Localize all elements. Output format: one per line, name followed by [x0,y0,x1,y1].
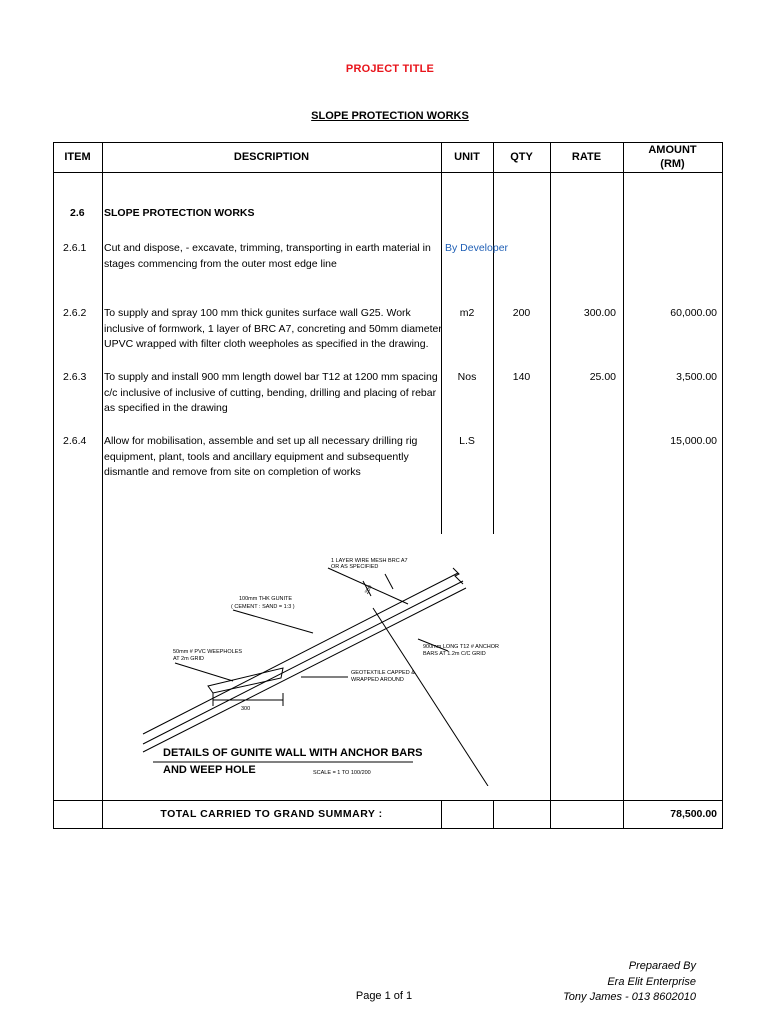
header-rate: RATE [571,151,602,163]
label-anchor-2: BARS AT 1.2m C/C GRID [423,651,486,657]
label-gunite-1: 100mm THK GUNITE [239,596,293,602]
label-weep-2: AT 2m GRID [173,656,204,662]
label-weep-1: 50mm # PVC WEEPHOLES [173,649,243,655]
header-qty: QTY [510,151,533,163]
row-item: 2.6.1 [63,242,87,254]
label-300: 300 [241,706,251,712]
project-title: PROJECT TITLE [345,63,435,75]
leader-line [175,663,233,681]
row-description: To supply and install 900 mm length dowel bar T12 at 1200 mm spacing c/c inclusive of inclusive of cutting, bending, drilling and placing of rebar as specified in the drawing [104,371,438,414]
slope-line [143,581,463,744]
row-unit: L.S [459,435,475,447]
row-qty: 140 [512,371,531,383]
header-amount-line1: AMOUNT [648,144,697,156]
section-title: SLOPE PROTECTION WORKS [311,110,469,122]
col-border [493,142,494,534]
col-border [722,142,723,829]
row-unit: By Developer [445,242,509,254]
prepared-by-contact: Tony James - 013 8602010 [563,991,696,1003]
header-description: DESCRIPTION [233,151,310,163]
prepared-by-company: Era Elit Enterprise [607,975,696,988]
row-unit: m2 [459,307,475,319]
col-border [53,142,54,829]
section-description: SLOPE PROTECTION WORKS [104,207,255,219]
label-geotextile-2: WRAPPED AROUND [351,677,404,683]
page-number: Page 1 of 1 [355,990,413,1002]
label-200: 200 [364,584,374,596]
col-border [102,142,103,829]
boq-table [53,142,723,829]
row-unit: Nos [457,371,477,383]
col-border [441,800,442,829]
row-item: 2.6.4 [63,435,87,447]
row-rate: 25.00 [589,371,616,383]
label-mesh-2: OR AS SPECIFIED [331,564,379,570]
row-amount: 3,500.00 [676,371,717,383]
row-item: 2.6.2 [63,307,87,319]
row-description: Allow for mobilisation, assemble and set up all necessary drilling rig equipment, plant, tools and ancillary equipment and subsequently dismantle and remove from site on completion of works [104,435,418,478]
section-item: 2.6 [70,207,85,219]
col-border [623,142,624,829]
total-label: TOTAL CARRIED TO GRAND SUMMARY : [160,808,383,820]
weephole-pipe [208,668,283,693]
label-gunite-2: ( CEMENT : SAND = 1:3 ) [231,604,295,610]
header-amount [623,143,722,171]
label-geotextile-1: GEOTEXTILE CAPPED & [351,670,415,676]
row-item: 2.6.3 [63,371,87,383]
header-unit: UNIT [454,151,480,163]
row-description: Cut and dispose, - excavate, trimming, transporting in earth material in stages commencing from the outer most edge line [104,242,431,270]
leader-line [233,610,313,633]
row-rate: 300.00 [583,307,616,319]
label-scale: SCALE = 1 TO 100/200 [313,770,371,776]
total-amount: 78,500.00 [670,808,717,820]
prepared-by-block [563,959,696,1006]
row-description: To supply and spray 100 mm thick gunites surface wall G25. Work inclusive of formwork, 1 layer of BRC A7, concreting and 50mm diameter UPVC wrapped with filter cloth weepholes as specified in the drawing. [104,307,442,350]
dim-line [385,574,393,589]
prepared-by-label: Preparaed By [628,960,696,972]
row-qty: 200 [512,307,531,319]
row-amount: 60,000.00 [670,307,717,319]
col-border [493,800,494,829]
drawing-title-1: DETAILS OF GUNITE WALL WITH ANCHOR BARS [163,747,423,759]
header-item: ITEM [64,151,91,163]
gunite-wall-detail-drawing [113,538,551,786]
label-mesh-1: 1 LAYER WIRE MESH BRC A7 [331,558,408,564]
drawing-title-2: AND WEEP HOLE [163,764,256,776]
drawing-svg [113,538,551,786]
anchor-bar-line [373,608,488,786]
slope-line [143,588,466,752]
row-amount: 15,000.00 [670,435,717,447]
header-amount-line2: (RM) [660,158,685,170]
label-anchor-1: 900mm LONG T12 # ANCHOR [423,644,500,650]
